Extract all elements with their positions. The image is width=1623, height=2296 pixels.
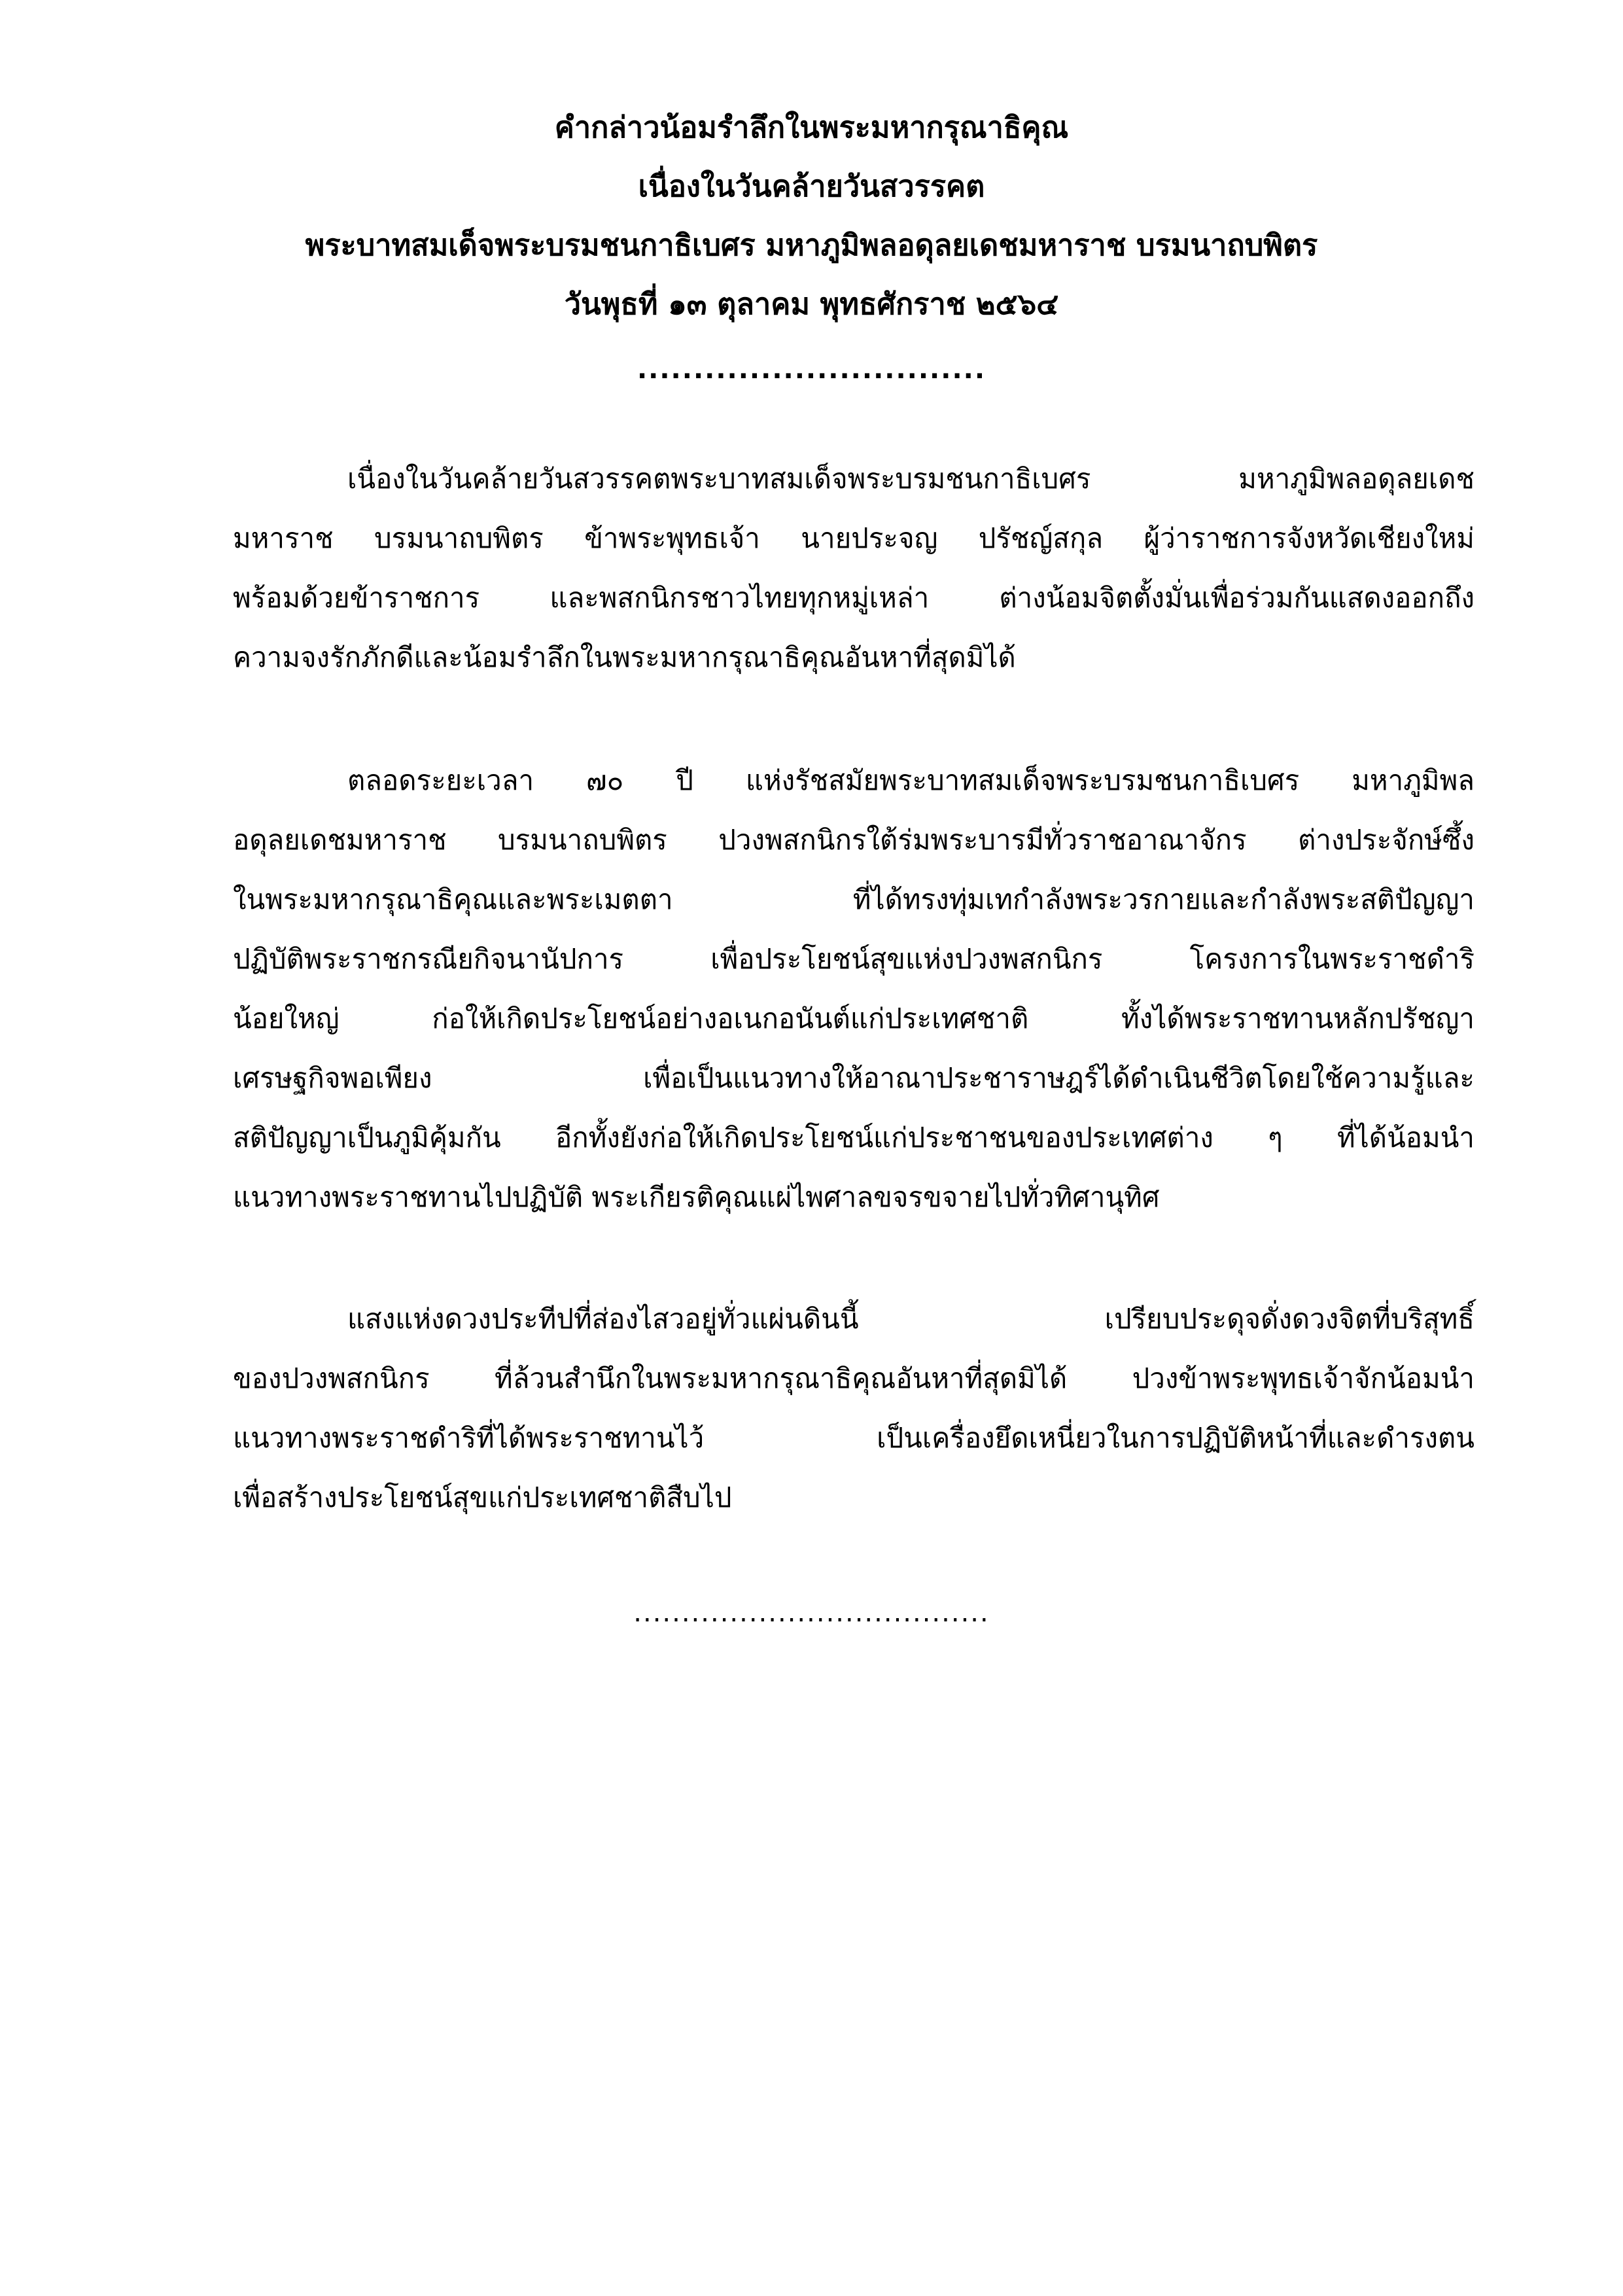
title-line-1: คำกล่าวน้อมรำลึกในพระมหากรุณาธิคุณ [554,110,1069,145]
paragraph-2 [233,751,1475,1227]
paragraph-line: เนื่องในวันคล้ายวันสวรรคตพระบาทสมเด็จพระบรมชนกาธิเบศร มหาภูมิพลอดุลยเดช [347,463,1475,495]
paragraph-line: ปฏิบัติพระราชกรณียกิจนานัปการ เพื่อประโยชน์สุขแห่งปวงพสกนิกร โครงการในพระราชดำริ [233,943,1475,975]
paragraph-line: แนวทางพระราชดำริที่ได้พระราชทานไว้ เป็นเครื่องยึดเหนี่ยวในการปฏิบัติหน้าที่และดำรงตน [233,1422,1475,1454]
paragraph-line: ตลอดระยะเวลา ๗๐ ปี แห่งรัชสมัยพระบาทสมเด็จพระบรมชนกาธิเบศร มหาภูมิพล [347,764,1475,796]
title-separator [0,357,1623,383]
document-title [0,98,1623,334]
paragraph-line: เพื่อสร้างประโยชน์สุขแก่ประเทศชาติสืบไป [233,1481,732,1513]
dotted-line: ............................... [637,355,986,385]
paragraph-line: สติปัญญาเป็นภูมิคุ้มกัน อีกทั้งยังก่อให้เกิดประโยชน์แก่ประชาชนของประเทศต่าง ๆ ที่ได้น้อมนำ [233,1122,1475,1154]
title-line-2: เนื่องในวันคล้ายวันสวรรคต [638,169,985,203]
paragraph-line: พร้อมด้วยข้าราชการ และพสกนิกรชาวไทยทุกหมู่เหล่า ต่างน้อมจิตตั้งมั่นเพื่อร่วมกันแสดงออกถึง [233,582,1475,614]
paragraph-3 [233,1289,1475,1527]
paragraph-line: เศรษฐกิจพอเพียง เพื่อเป็นแนวทางให้อาณาประชาราษฎร์ได้ดำเนินชีวิตโดยใช้ความรู้และ [233,1062,1475,1094]
title-line-3: พระบาทสมเด็จพระบรมชนกาธิเบศร มหาภูมิพลอดุลยเดชมหาราช บรมนาถบพิตร [305,228,1318,262]
closing-separator [0,1600,1623,1626]
paragraph-line: น้อยใหญ่ ก่อให้เกิดประโยชน์อย่างอเนกอนันต์แก่ประเทศชาติ ทั้งได้พระราชทานหลักปรัชญา [233,1002,1475,1034]
title-line-4: วันพุธที่ ๑๓ ตุลาคม พุทธศักราช ๒๕๖๔ [564,287,1059,321]
dotted-line: ..................................... [633,1598,990,1628]
paragraph-line: ของปวงพสกนิกร ที่ล้วนสำนึกในพระมหากรุณาธิคุณอันหาที่สุดมิได้ ปวงข้าพระพุทธเจ้าจักน้อมนำ [233,1362,1475,1394]
paragraph-line: แสงแห่งดวงประทีปที่ส่องไสวอยู่ทั่วแผ่นดินนี้ เปรียบประดุจดั่งดวงจิตที่บริสุทธิ์ [347,1303,1475,1335]
paragraph-line: ในพระมหากรุณาธิคุณและพระเมตตา ที่ได้ทรงทุ่มเทกำลังพระวรกายและกำลังพระสติปัญญา [233,883,1475,915]
paragraph-line: มหาราช บรมนาถบพิตร ข้าพระพุทธเจ้า นายประจญ ปรัชญ์สกุล ผู้ว่าราชการจังหวัดเชียงใหม่ [233,522,1475,554]
paragraph-line: ความจงรักภักดีและน้อมรำลึกในพระมหากรุณาธิคุณอันหาที่สุดมิได้ [233,641,1016,673]
paragraph-1 [233,449,1475,687]
paragraph-line: อดุลยเดชมหาราช บรมนาถบพิตร ปวงพสกนิกรใต้ร่มพระบารมีทั่วราชอาณาจักร ต่างประจักษ์ซึ้ง [233,824,1475,856]
paragraph-line: แนวทางพระราชทานไปปฏิบัติ พระเกียรติคุณแผ่ไพศาลขจรขจายไปทั่วทิศานุทิศ [233,1181,1160,1213]
